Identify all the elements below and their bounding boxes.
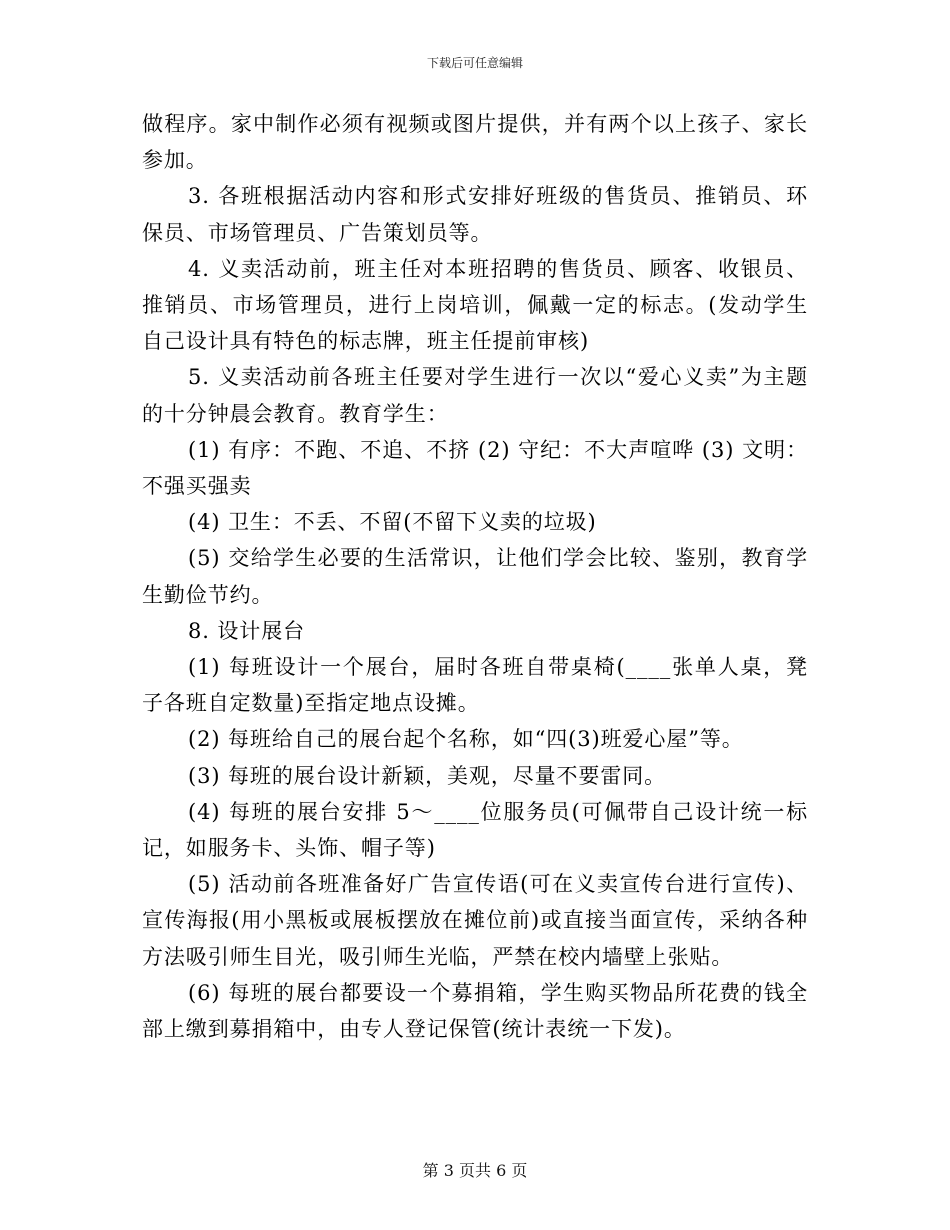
paragraph: 3. 各班根据活动内容和形式安排好班级的售货员、推销员、环保员、市场管理员、广告策划员等。 [142,184,808,245]
paragraph: (1) 每班设计一个展台，届时各班自带桌椅(____张单人桌，凳子各班自定数量)至指定地点设摊。 [142,655,808,716]
paragraph: 4. 义卖活动前，班主任对本班招聘的售货员、顾客、收银员、推销员、市场管理员，进行上岗培训，佩戴一定的标志。(发动学生自己设计具有特色的标志牌，班主任提前审核) [142,256,808,354]
paragraph: (2) 每班给自己的展台起个名称，如“四(3)班爱心屋”等。 [188,727,744,752]
paragraph: 8. 设计展台 [188,618,306,643]
document-body [142,106,808,1047]
page-header: 下载后可任意编辑 [426,56,523,70]
paragraph: (4) 每班的展台安排 5～____位服务员(可佩带自己设计统一标记，如服务卡、头饰、帽子等) [142,799,808,861]
paragraph: (3) 每班的展台设计新颖，美观，尽量不要雷同。 [188,763,667,788]
paragraph: (1) 有序：不跑、不追、不挤 (2) 守纪：不大声喧哗 (3) 文明：不强买强卖 [142,437,808,499]
paragraph: (4) 卫生：不丢、不留(不留下义卖的垃圾) [188,510,597,535]
paragraph: (5) 交给学生必要的生活常识，让他们学会比较、鉴别，教育学生勤俭节约。 [142,546,808,607]
page-footer: 第 3 页共 6 页 [422,1161,528,1180]
paragraph: (6) 每班的展台都要设一个募捐箱，学生购买物品所花费的钱全部上缴到募捐箱中，由专人登记保管(统计表统一下发)。 [142,980,808,1042]
paragraph: 做程序。家中制作必须有视频或图片提供，并有两个以上孩子、家长参加。 [142,112,808,173]
paragraph: (5) 活动前各班准备好广告宣传语(可在义卖宣传台进行宣传)、宣传海报(用小黑板或展板摆放在摊位前)或直接当面宣传，采纳各种方法吸引师生目光，吸引师生光临，严禁在校内墙壁上张贴。 [142,872,808,969]
paragraph: 5. 义卖活动前各班主任要对学生进行一次以“爱心义卖”为主题的十分钟晨会教育。教育学生： [142,365,808,426]
